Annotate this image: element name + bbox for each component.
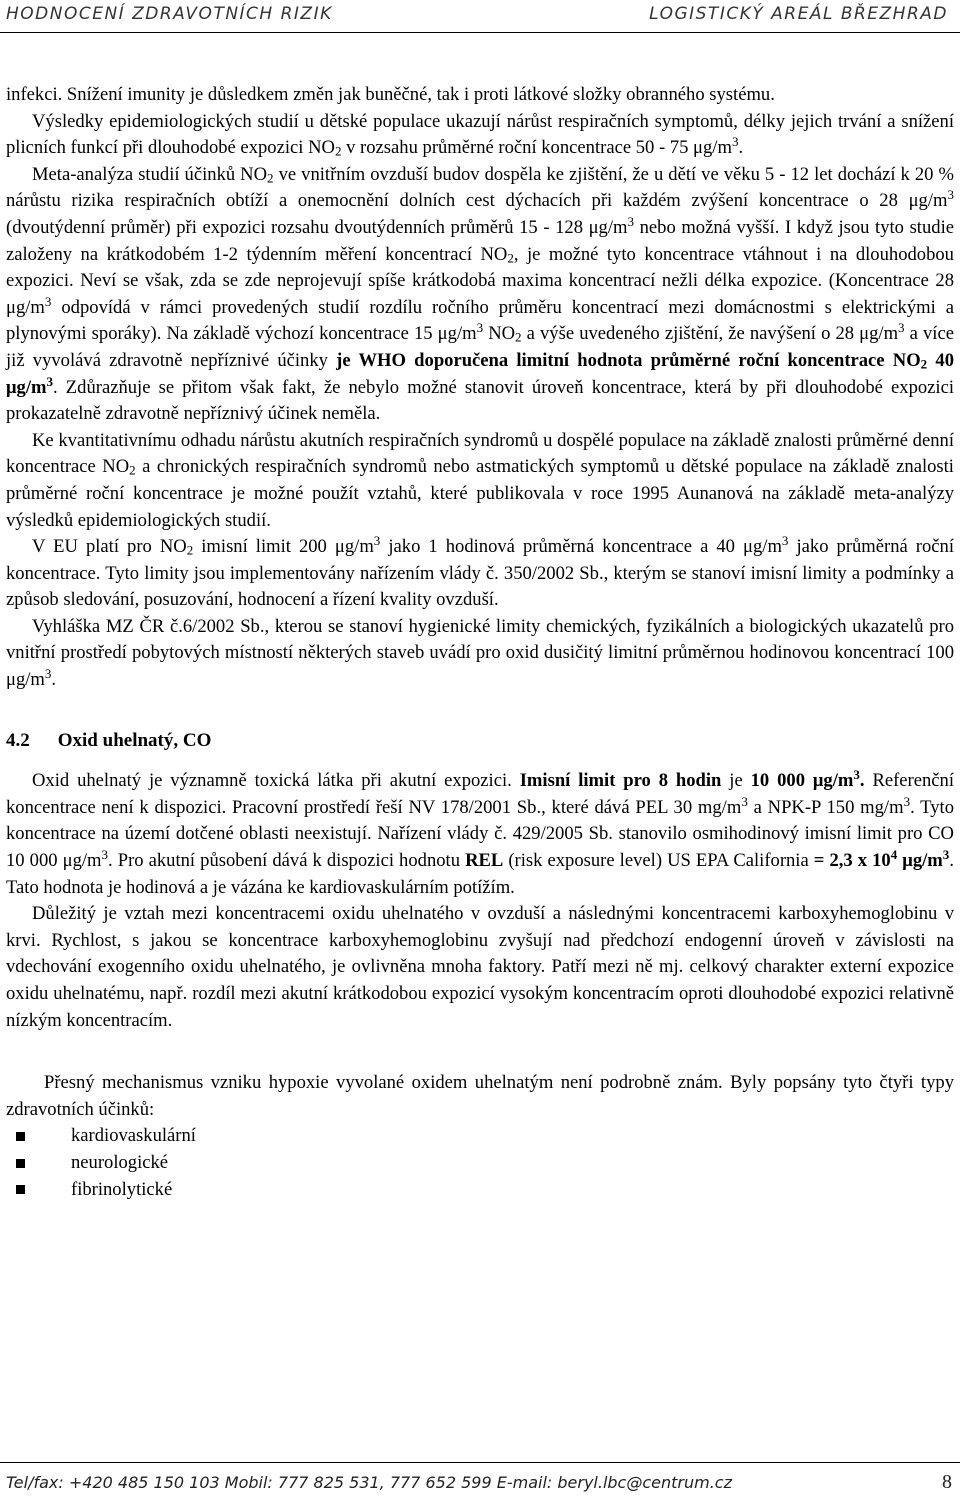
paragraph: Ke kvantitativnímu odhadu nárůstu akutních respiračních syndromů u dospělé populace na základě znalosti průměrné denní koncentrace $NO_2$ a chronických respiračních syndromů nebo astmatických symptomů u dětské populace na základě znalosti průměrné roční koncentrace je možné použít vztahů, které publikovala v roce 1995 Aunanová na základě meta-analýzy výsledků epidemiologických studií. (6, 429, 954, 531)
footer-rule (0, 1462, 960, 1463)
header-rule (0, 32, 960, 33)
bullet-square-icon (16, 1132, 25, 1141)
section-number: 4.2 (6, 729, 30, 751)
header-left: HODNOCENÍ ZDRAVOTNÍCH RIZIK (6, 4, 333, 24)
page-footer (6, 1468, 952, 1496)
section-title: Oxid uhelnatý, CO (57, 729, 212, 751)
bullet-list (6, 1123, 954, 1203)
paragraph: Přesný mechanismus vzniku hypoxie vyvolané oxidem uhelnatým není podrobně znám. Byly popsány tyto čtyři typy zdravotních účinků: (6, 1072, 954, 1120)
paragraph: V EU platí pro $NO_2$ imisní limit 200 $\mu g/m^3$ jako 1 hodinová průměrná koncentrace a 40 $\mu g/m^3$ jako průměrná roční koncentrace. Tyto limity jsou implementovány nařízením vlády č. 350/2002 Sb., kterým se stanoví imisní limity a podmínky a způsob sledování, posuzování, hodnocení a řízení kvality ovzduší. (6, 532, 955, 611)
spacer (6, 1034, 954, 1070)
header-right: LOGISTICKÝ AREÁL BŘEZHRAD (649, 4, 948, 24)
page-header (6, 4, 948, 32)
list-item: fibrinolytické (16, 1177, 954, 1204)
paragraph: infekci. Snížení imunity je důsledkem změn jak buněčné, tak i proti látkové složky obranného systému. (6, 84, 775, 105)
paragraph: Vyhláška MZ ČR č.6/2002 Sb., kterou se stanoví hygienické limity chemických, fyzikálních a biologických ukazatelů pro vnitřní prostředí pobytových místností některých staveb uvádí pro oxid dusičitý limitní průměrnou hodinovou koncentrací 100 $\mu g/m^3$. (6, 615, 954, 691)
paragraph: Výsledky epidemiologických studií u dětské populace ukazují nárůst respiračních symptomů, délky jejich trvání a snížení plicních funkcí při dlouhodobé expozici $NO_2$ v rozsahu průměrné roční koncentrace 50 - 75 $\mu g/m^3$. (6, 110, 954, 159)
bullet-square-icon (16, 1159, 25, 1168)
footer-contact: Tel/fax: +420 485 150 103 Mobil: 777 825 531, 777 652 599 E-mail: beryl.lbc@centrum.cz (6, 1472, 732, 1492)
bullet-square-icon (16, 1185, 25, 1194)
paragraph: Důležitý je vztah mezi koncentracemi oxidu uhelnatého v ovzduší a následnými koncentracemi karboxyhemoglobinu v krvi. Rychlost, s jakou se koncentrace karboxyhemoglobinu zvyšují nad předchozí endogenní úroveň v závislosti na vdechování exogenního oxidu uhelnatého, je ovlivněna mnoha faktory. Patří mezi ně mj. celkový charakter externí expozice oxidu uhelnatému, např. rozdíl mezi akutní krátkodobou expozicí vysokým koncentracím oproti dlouhodobé expozici relativně nízkým koncentracím. (6, 903, 954, 1031)
document-body (6, 82, 954, 1203)
page-number: 8 (942, 1470, 952, 1493)
paragraph: Meta-analýza studií účinků $NO_2$ ve vnitřním ovzduší budov dospěla ke zjištění, že u dětí ve věku 5 - 12 let dochází k 20 % nárůstu rizika respiračních obtíží a onemocnění dolních cest dýchacích při každém zvýšení koncentrace o 28 $\mu g/m^3$ (dvoutýdenní průměr) při expozici rozsahu dvoutýdenních průměrů 15 - 128 $\mu g/m^3$ nebo možná vyšší. I když jsou tyto studie založeny na krátkodobém 1-2 týdenním měření koncentrací $NO_2$, je možné tyto koncentrace vtáhnout i na dlouhodobou expozici. Neví se však, zda se zde neprojevují spíše krátkodobá maxima koncentrací nežli délka expozice. (Koncentrace 28 $\mu g/m^3$ odpovídá v rámci provedených studií rozdílu ročního průměru koncentrací mezi domácnostmi s elektrickými a plynovými sporáky). Na základě výchozí koncentrace 15 $\mu g/m^3$ $NO_2$ a výše uvedeného zjištění, že navýšení o 28 $\mu g/m^3$ a více již vyvolává zdravotně nepříznivé účinky je WHO doporučena limitní hodnota průměrné roční koncentrace $NO_2$ 40 $\mu g/m^3$. Zdůrazňuje se přitom však fakt, že nebylo možné stanovit úroveň koncentrace, která by při dlouhodobé expozici prokazatelně zdravotně nepříznivý účinek neměla. (6, 163, 954, 425)
paragraph: Oxid uhelnatý je významně toxická látka při akutní expozici. Imisní limit pro 8 hodin je 10 000 $\mu g/m^3$. Referenční koncentrace není k dispozici. Pracovní prostředí řeší NV 178/2001 Sb., které dává PEL 30 $mg/m^3$ a NPK-P 150 $mg/m^3$. Tyto koncentrace na území dotčené oblasti neexistují. Nařízení vlády č. 429/2005 Sb. stanovilo osmihodinový imisní limit pro CO 10 000 $\mu g/m^3$. Pro akutní působení dává k dispozici hodnotu REL (risk exposure level) US EPA California = 2,3 x $10^4$ $\mu g/m^3$. Tato hodnota je hodinová a je vázána ke kardiovaskulárním potížím. (6, 767, 954, 898)
section-heading (6, 728, 954, 755)
list-item: kardiovaskulární (16, 1123, 954, 1150)
list-item: neurologické (16, 1150, 954, 1177)
